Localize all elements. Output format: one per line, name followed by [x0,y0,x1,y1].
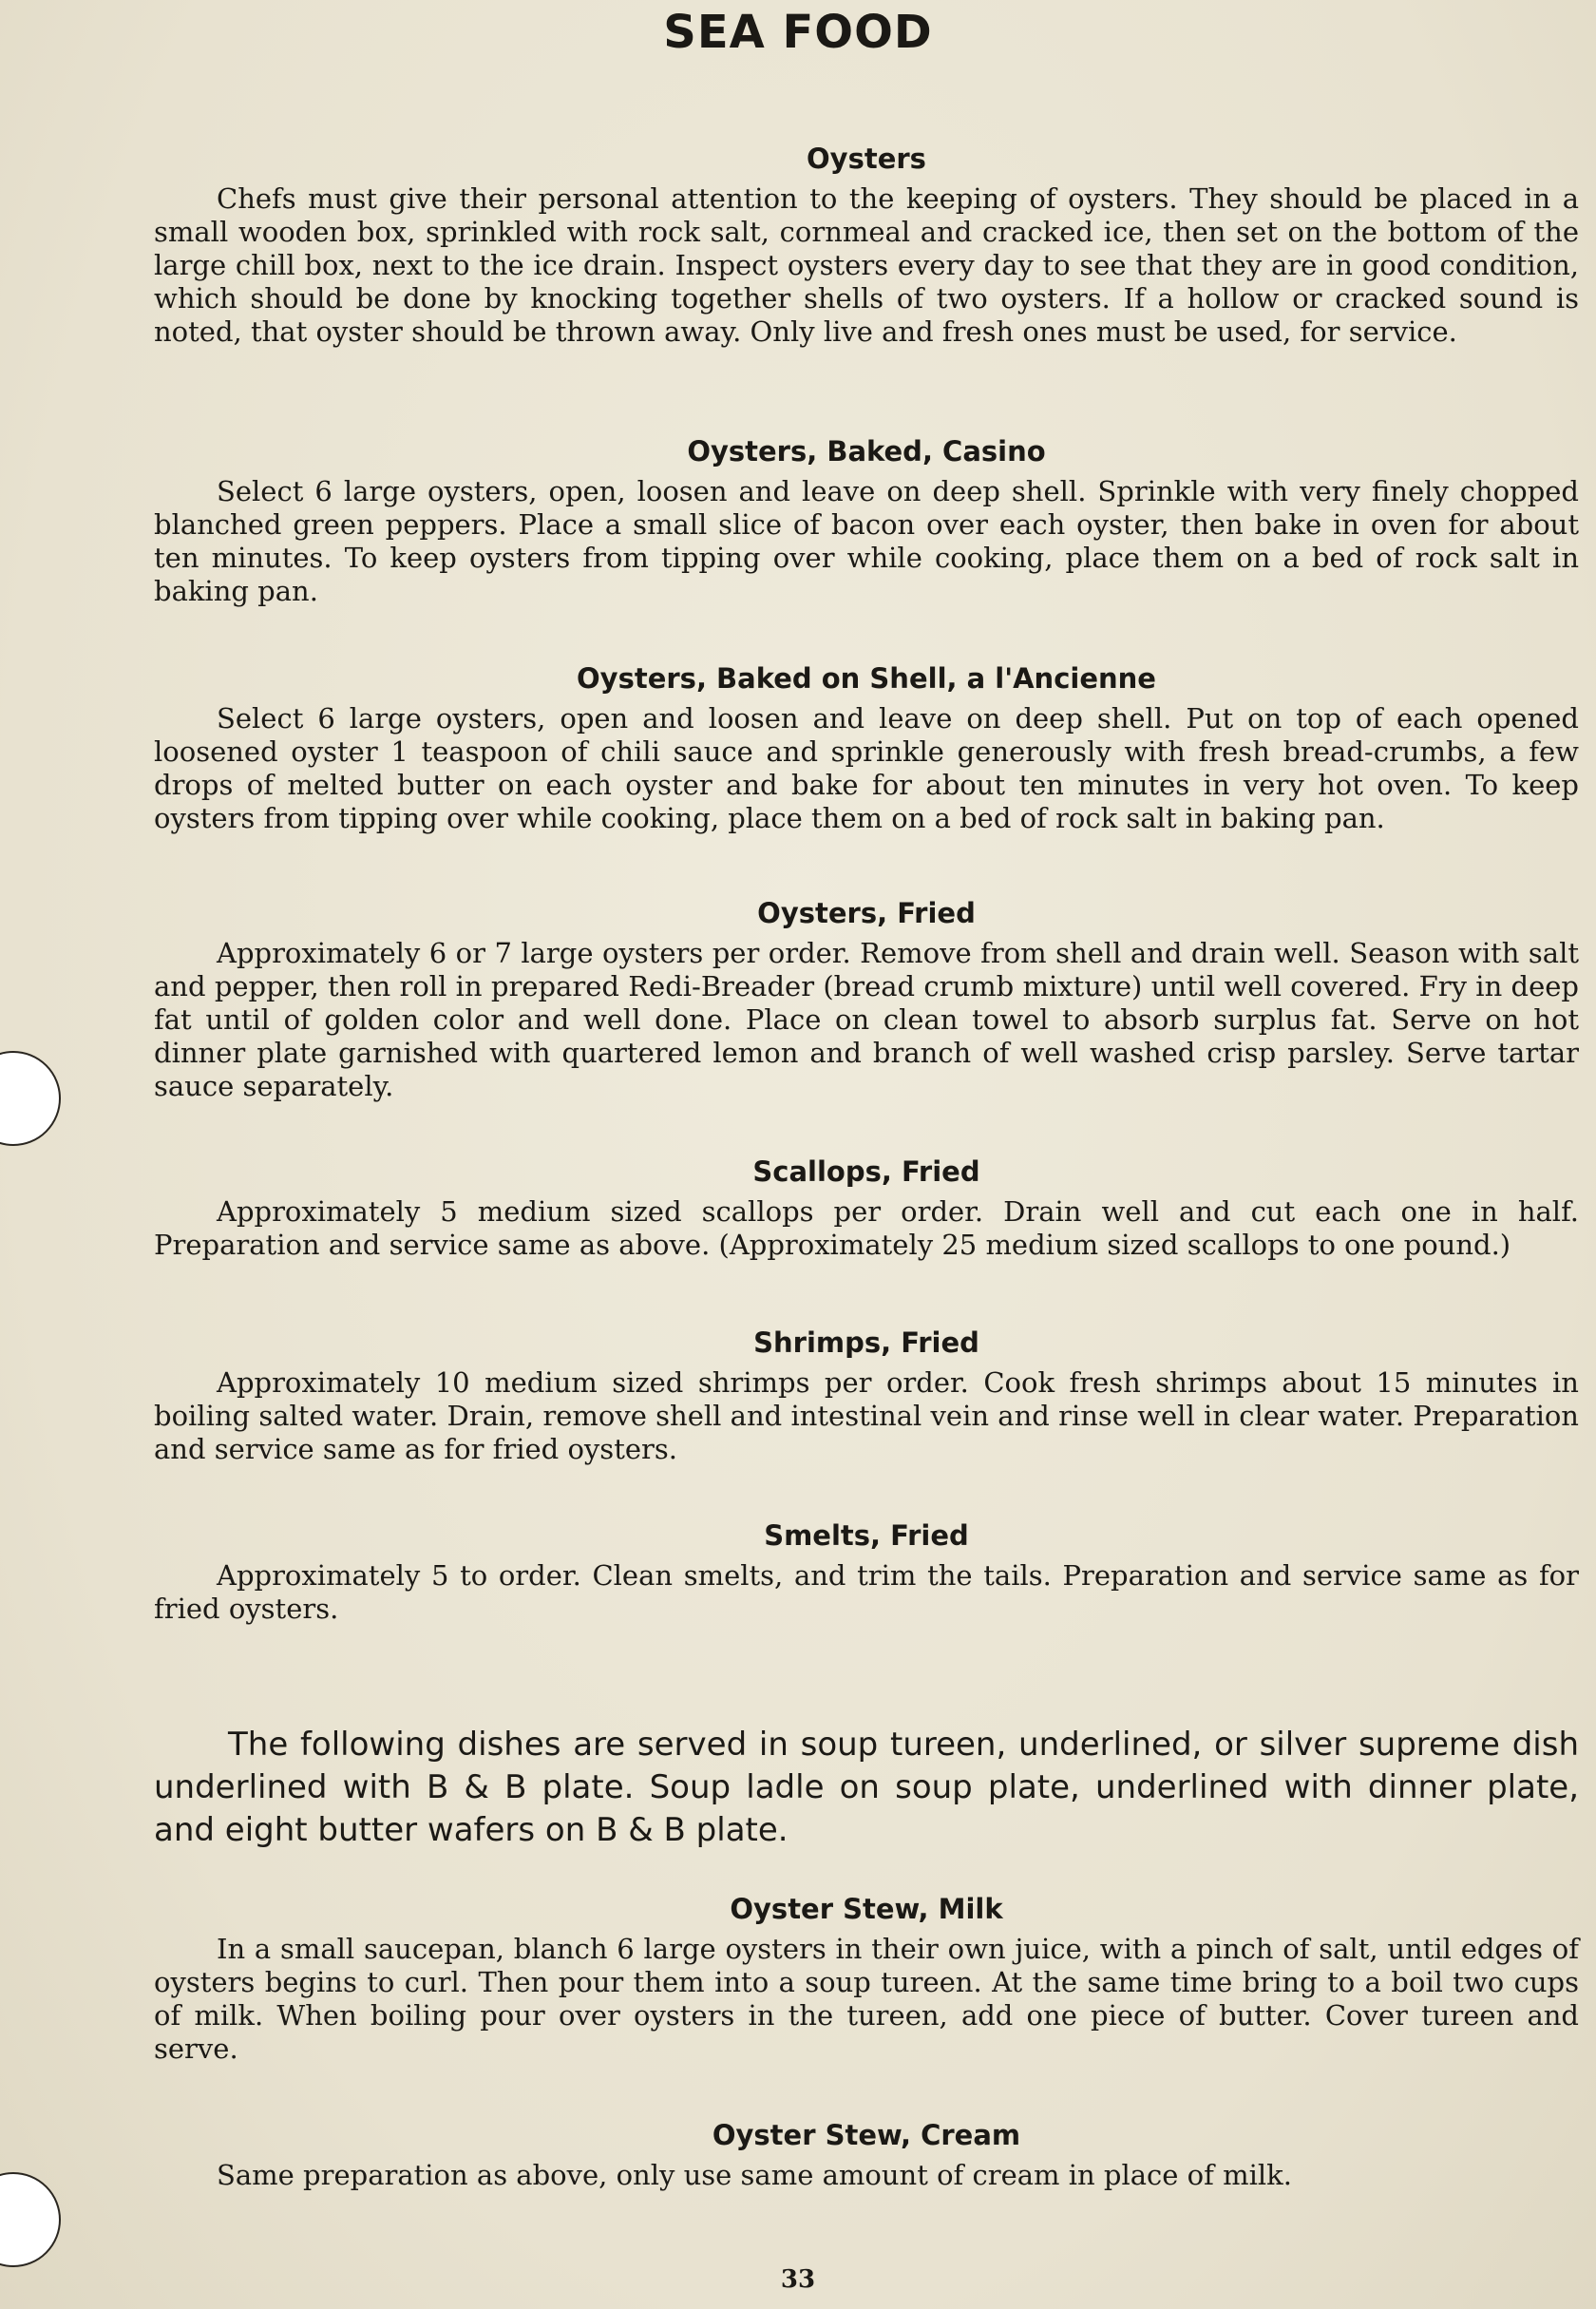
section-text: Select 6 large oysters, open, loosen and leave on deep shell. Sprinkle with very finely chopped blanched green peppers. Place a small slice of bacon over each oyster, then bake in oven for about ten minutes. To keep oysters from tipping over while cooking, place them on a bed of rock salt in baking pan. [154,475,1579,607]
page-title: SEA FOOD [663,6,933,59]
section-text: Approximately 5 to order. Clean smelts, and trim the tails. Preparation and service same as for fried oysters. [154,1559,1579,1625]
section-text: Approximately 10 medium sized shrimps per order. Cook fresh shrimps about 15 minutes in boiling salted water. Drain, remove shell and intestinal vein and rinse well in clear water. Preparation and service same as for fried oysters. [154,1366,1579,1465]
binder-hole [0,2172,61,2267]
section-heading: Oyster Stew, Milk [730,1893,1003,1925]
section-heading: Oysters, Baked, Casino [687,435,1046,468]
section-text: Same preparation as above, only use same amount of cream in place of milk. [217,2159,1292,2191]
section-text: Approximately 5 medium sized scallops per order. Drain well and cut each one in half. Preparation and service same as above. (Approximately 25 medium sized scallops to one pound.) [154,1195,1579,1261]
section-heading: Oysters, Baked on Shell, a l'Ancienne [577,662,1156,695]
section-shrimps-fried [154,1326,1579,1466]
service-note: The following dishes are served in soup tureen, underlined, or silver supreme dish underlined with B & B plate. Soup ladle on soup plate, underlined with dinner plate, and eight butter wafers on B & B plate. [154,1726,1579,1849]
section-heading: Oyster Stew, Cream [712,2119,1021,2151]
section-oysters-fried [154,897,1579,1103]
section-smelts-fried [154,1519,1579,1626]
section-oysters-baked-casino [154,435,1579,608]
section-oysters-baked-ancienne [154,662,1579,835]
section-heading: Oysters [807,143,926,175]
section-text: Approximately 6 or 7 large oysters per order. Remove from shell and drain well. Season with salt and pepper, then roll in prepared Redi-Breader (bread crumb mixture) until well covered. Fry in deep fat until of golden color and well done. Place on clean towel to absorb surplus fat. Serve on hot dinner plate garnished with quartered lemon and branch of well washed crisp parsley. Serve tartar sauce separately. [154,937,1579,1102]
section-heading: Smelts, Fried [764,1519,969,1552]
section-text: In a small saucepan, blanch 6 large oysters in their own juice, with a pinch of salt, until edges of oysters begins to curl. Then pour them into a soup tureen. At the same time bring to a boil two cups of milk. When boiling pour over oysters in the tureen, add one piece of butter. Cover tureen and serve. [154,1933,1579,2065]
page-number: 33 [780,2265,816,2294]
section-scallops-fried [154,1155,1579,1262]
section-heading: Scallops, Fried [752,1155,980,1188]
section-oyster-stew-cream [154,2119,1579,2192]
section-oyster-stew-milk [154,1893,1579,2066]
section-heading: Shrimps, Fried [753,1326,979,1359]
binder-hole [0,1051,61,1146]
section-heading: Oysters, Fried [757,897,976,929]
section-text: Chefs must give their personal attention to the keeping of oysters. They should be placed in a small wooden box, sprinkled with rock salt, cornmeal and cracked ice, then set on the bottom of the large chill box, next to the ice drain. Inspect oysters every day to see that they are in good condition, which should be done by knocking together shells of two oysters. If a hollow or cracked sound is noted, that oyster should be thrown away. Only live and fresh ones must be used, for service. [154,182,1579,348]
section-oysters [154,143,1579,349]
section-text: Select 6 large oysters, open and loosen and leave on deep shell. Put on top of each opened loosened oyster 1 teaspoon of chili sauce and sprinkle generously with fresh bread-crumbs, a few drops of melted butter on each oyster and bake for about ten minutes in very hot oven. To keep oysters from tipping over while cooking, place them on a bed of rock salt in baking pan. [154,702,1579,834]
